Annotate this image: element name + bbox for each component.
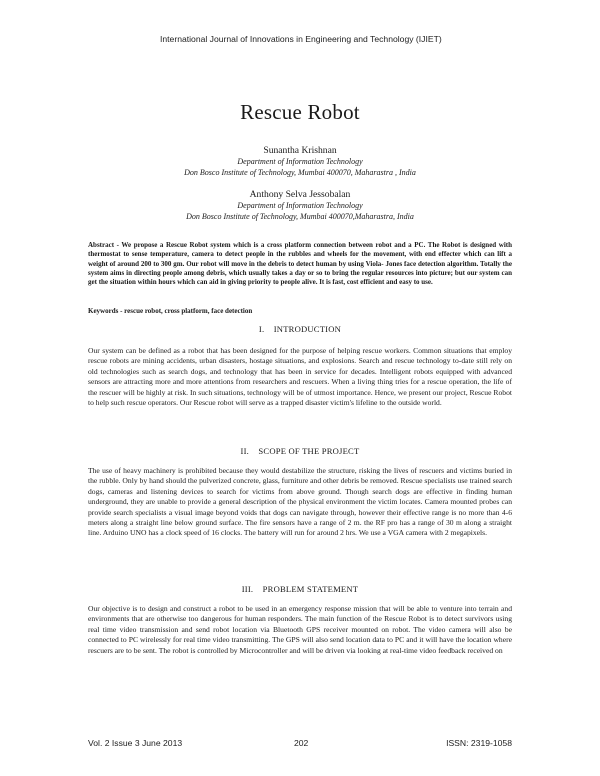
author-institution: Don Bosco Institute of Technology, Mumbai 400070, Maharastra , India xyxy=(184,167,416,177)
footer-issue: Vol. 2 Issue 3 June 2013 xyxy=(88,738,183,748)
abstract: Abstract - We propose a Rescue Robot system which is a cross platform connection between robot and a PC. The Robot is designed with thermostat to sense temperature, camera to detect people in the rubbles and wheels for the movement, with end effecter which can lift a weight of around 200 to 300 gm. Our robot will move in the debris to detect human by using Viola- Jones face detection algorithm. Totally the system aims in directing people among debris, which usually takes a day or so to bring the regular resources into picture; but our system can get the situation within hours which can aid in giving priority to people alive. It is fast, cost efficient and easy to use. xyxy=(88,241,512,287)
author-name: Sunantha Krishnan xyxy=(263,145,337,156)
keywords: Keywords - rescue robot, cross platform, face detection xyxy=(88,307,253,315)
section-heading-problem: III. PROBLEM STATEMENT xyxy=(241,584,359,594)
footer-page-number: 202 xyxy=(294,738,309,748)
section-body-scope: The use of heavy machinery is prohibited because they would destabilize the structure, risking the lives of rescuers and victims buried in the rubble. Only by hand should the pulverized concrete, glass, furniture and other debris be removed. Rescue specialists use trained search dogs, cameras and listening devices to search for victims from above ground. Though search dogs are effective in finding human underground, they are unable to provide a general description of the physical environment the victim locates. Camera mounted probes can provide search specialists a visual image beyond voids that dogs can navigate through, however their effective range is no more than 4-6 meters along a straight line below ground surface. The fire sensors have a range of 2 m. the RF pro has a range of 30 m along a straight line. Arduino UNO has a clock speed of 16 clocks. The battery will run for around 2 hrs. We use a VGA camera with 2 megapixels. xyxy=(88,466,512,538)
author-institution: Don Bosco Institute of Technology, Mumbai 400070,Maharastra, India xyxy=(186,211,414,221)
section-heading-introduction: I. INTRODUCTION xyxy=(258,324,342,334)
author-name: Anthony Selva Jessobalan xyxy=(249,189,351,200)
section-heading-scope: II. SCOPE OF THE PROJECT xyxy=(240,446,360,456)
section-body-problem: Our objective is to design and construct a robot to be used in an emergency response mission that will be able to venture into terrain and environments that are otherwise too dangerous for human responders. The main function of the Rescue Robot is to detect survivors using real time video transmission and send robot location via Bluetooth GPS receiver mounted on robot. The video camera will also be connected to PC wirelessly for real time video transmitting. The GPS will also send location data to PC and it will have the location where rescuers are to be sent. The robot is controlled by Microcontroller and will be driven via looking at real-time video feedback received on xyxy=(88,604,512,655)
author-department: Department of Information Technology xyxy=(237,157,363,166)
journal-header: International Journal of Innovations in Engineering and Technology (IJIET) xyxy=(160,34,442,44)
footer-issn: ISSN: 2319-1058 xyxy=(446,738,512,748)
section-body-introduction: Our system can be defined as a robot that has been designed for the purpose of helping rescue workers. Common situations that employ rescue robots are mining accidents, urban disasters, hostage situations, and explosions. Search and rescue technology to-date still rely on old technologies such as search dogs, and technology that has been in service for decades. Intelligent robots equipped with advanced sensors are attracting more and more attentions from researchers and rescuers. When a living thing tries for a rescue operation, the life of the rescuer will be highly at risk. In such situations, technology will be of utmost importance. Hence, we present our project, Rescue Robot to help such rescue operators. Our Rescue robot will serve as a trapped disaster victim's lifeline to the outside world. xyxy=(88,346,512,408)
paper-title: Rescue Robot xyxy=(240,100,360,124)
author-department: Department of Information Technology xyxy=(237,201,363,210)
author-block-2 xyxy=(0,189,600,222)
author-block-1 xyxy=(0,145,600,178)
